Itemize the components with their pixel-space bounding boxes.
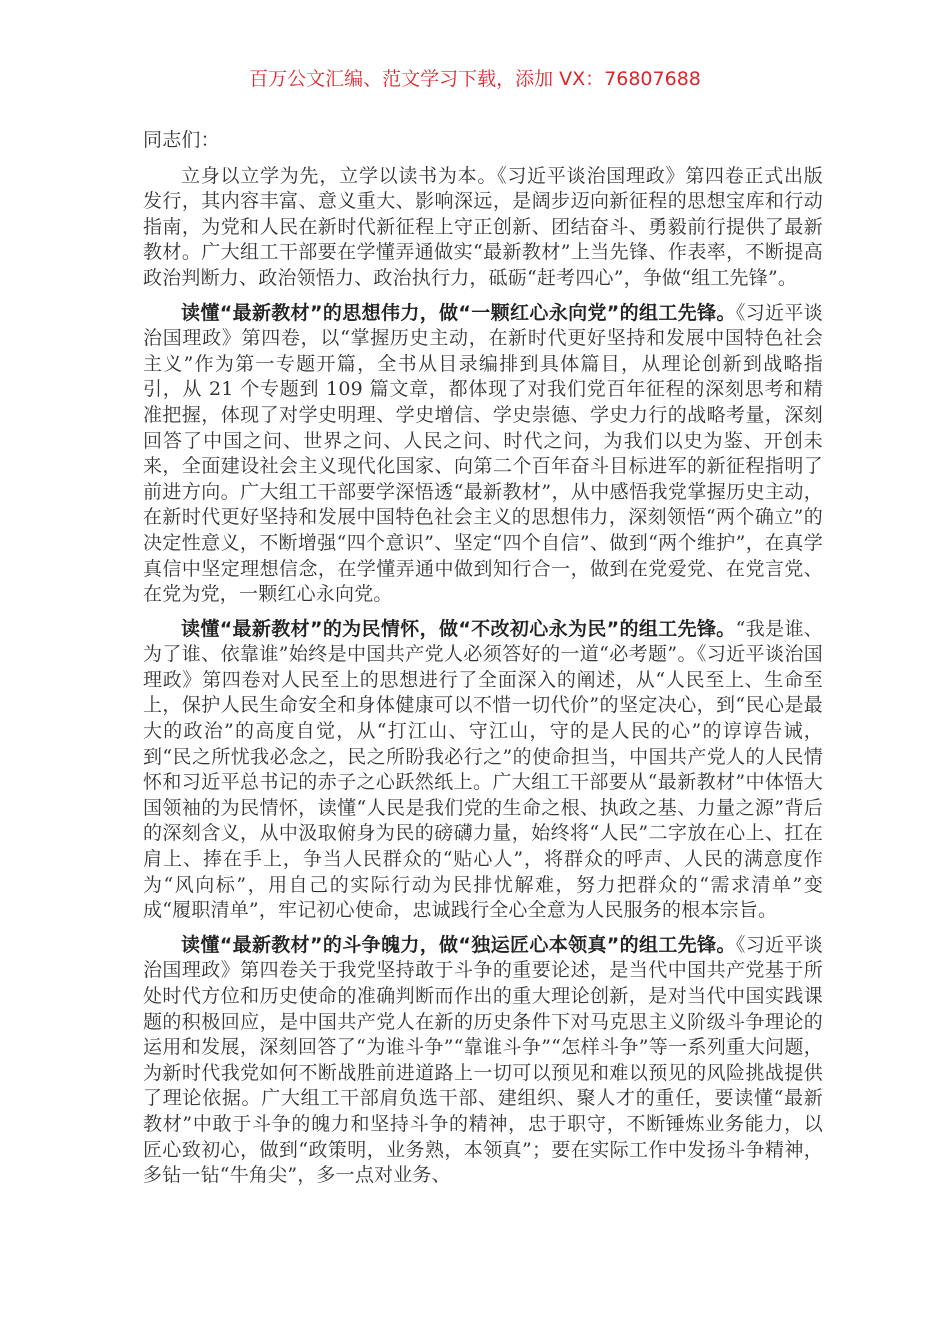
promo-banner: 百万公文汇编、范文学习下载，添加 VX：76807688 bbox=[249, 68, 701, 90]
document-body bbox=[143, 128, 823, 1198]
paragraph-text: 《习近平谈治国理政》第四卷关于我党坚持敢于斗争的重要论述，是当代中国共产党基于所处时代方位和历史使命的准确判断而作出的重大理论创新，是对当代中国实践课题的积极回应，是中国共产党人在新的历史条件下对马克思主义阶级斗争理论的运用和发展，深刻回答了“为谁斗争”“靠谁斗争”“怎样斗争”等一系列重大问题，为新时代我党如何不断战胜前进道路上一切可以预见和难以预见的风险挑战提供了理论依据。广大组工干部肩负选干部、建组织、聚人才的重任，要读懂“最新教材”中敢于斗争的魄力和坚持斗争的精神，忠于职守，不断锤炼业务能力，以匠心致初心，做到“政策明，业务熟，本领真”；要在实际工作中发扬斗争精神，多钻一钻“牛角尖”，多一点对业务、 bbox=[143, 933, 823, 1187]
paragraph-lead: 读懂“最新教材”的斗争魄力，做“独运匠心本领真”的组工先锋。 bbox=[181, 933, 736, 956]
paragraph-struggle-spirit bbox=[143, 933, 823, 1189]
paragraph-intro bbox=[143, 164, 823, 292]
paragraph-lead: 读懂“最新教材”的为民情怀，做“不改初心永为民”的组工先锋。 bbox=[181, 617, 736, 640]
paragraph-ideological-power bbox=[143, 301, 823, 608]
paragraph-text: 立身以立学为先，立学以读书为本。《习近平谈治国理政》第四卷正式出版发行，其内容丰富、意义重大、影响深远，是阔步迈向新征程的思想宝库和行动指南，为党和人民在新时代新征程上守正创新、团结奋斗、勇毅前行提供了最新教材。广大组工干部要在学懂弄通做实“最新教材”上当先锋、作表率，不断提高政治判断力、政治领悟力、政治执行力，砥砺“赶考四心”，争做“组工先锋”。 bbox=[143, 164, 823, 289]
paragraph-lead: 读懂“最新教材”的思想伟力，做“一颗红心永向党”的组工先锋。 bbox=[181, 301, 736, 324]
salutation: 同志们： bbox=[143, 129, 220, 151]
paragraph-text: 《习近平谈治国理政》第四卷，以“掌握历史主动，在新时代更好坚持和发展中国特色社会主义”作为第一专题开篇，全书从目录编排到具体篇目，从理论创新到战略指引，从 21 个专题到 109 篇文章，都体现了对我们党百年征程的深刻思考和精准把握，体现了对学史明理、学史增信、学史崇德、学史力行的战略考量，深刻回答了中国之问、世界之问、人民之问、时代之问，为我们以史为鉴、开创未来，全面建设社会主义现代化国家、向第二个百年奋斗目标进军的新征程指明了前进方向。广大组工干部要学深悟透“最新教材”，从中感悟我党掌握历史主动，在新时代更好坚持和发展中国特色社会主义的思想伟力，深刻领悟“两个确立”的决定性意义，不断增强“四个意识”、坚定“四个自信”、做到“两个维护”，在真学真信中坚定理想信念，在学懂弄通中做到知行合一，做到在党爱党、在党言党、在党为党，一颗红心永向党。 bbox=[143, 301, 823, 606]
paragraph-text: “我是谁、为了谁、依靠谁”始终是中国共产党人必须答好的一道“必考题”。《习近平谈治国理政》第四卷对人民至上的思想进行了全面深入的阐述，从“人民至上、生命至上，保护人民生命安全和身体健康可以不惜一切代价”的坚定决心，到“民心是最大的政治”的高度自觉，从“打江山、守江山，守的是人民的心”的谆谆告诫，到“民之所忧我必念之，民之所盼我必行之”的使命担当，中国共产党人的人民情怀和习近平总书记的赤子之心跃然纸上。广大组工干部要从“最新教材”中体悟大国领袖的为民情怀，读懂“人民是我们党的生命之根、执政之基、力量之源”背后的深刻含义，从中汲取俯身为民的磅礴力量，始终将“人民”二字放在心上、扛在肩上、捧在手上，争当人民群众的“贴心人”，将群众的呼声、人民的满意度作为“风向标”，用自己的实际行动为民排忧解难，努力把群众的“需求清单”变成“履职清单”，牢记初心使命，忠诚践行全心全意为人民服务的根本宗旨。 bbox=[143, 617, 823, 922]
paragraph-people-first bbox=[143, 617, 823, 924]
